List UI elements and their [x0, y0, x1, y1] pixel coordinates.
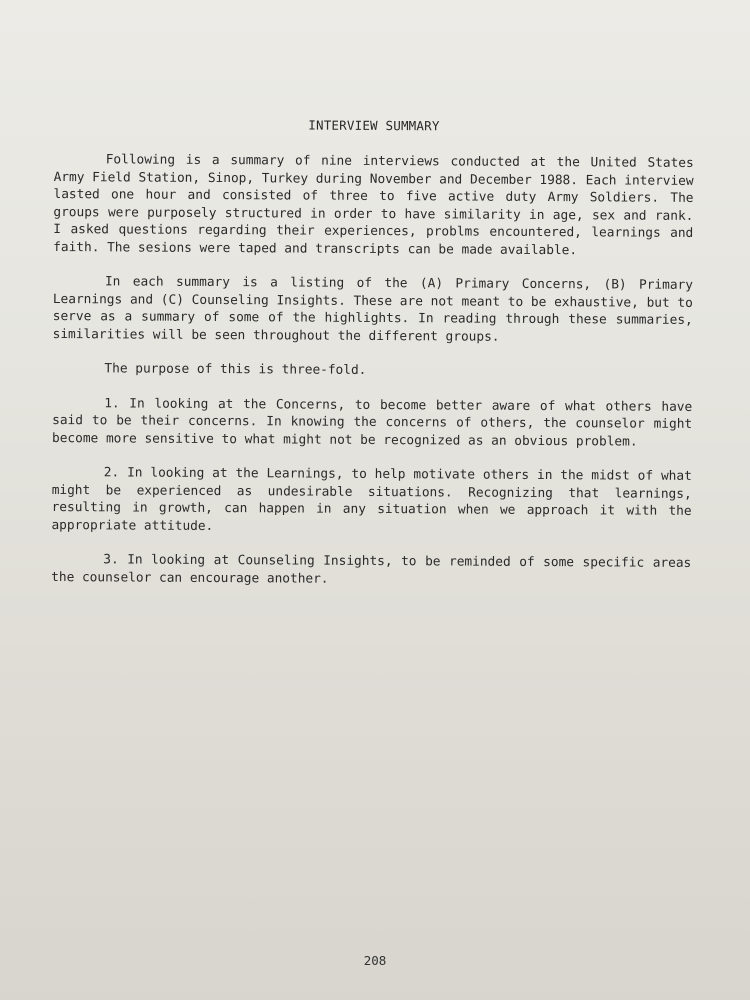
- paragraph-purpose-2: 2. In looking at the Learnings, to help motivate others in the midst of what might be experienced as undesirable situations. Recognizing that learnings, resulting in growth, can happen in any situation when we approach it with the appropriate attitude.: [51, 465, 692, 534]
- paragraph-purpose-3: 3. In looking at Counseling Insights, to be reminded of some specific areas the counselor can encourage another.: [51, 552, 692, 587]
- paragraph-purpose-1: 1. In looking at the Concerns, to become better aware of what others have said to be their concerns. In knowing the concerns of others, the counselor might become more sensitive to what might not be recognized as an obvious problem.: [51, 395, 693, 450]
- document-body: [51, 116, 694, 590]
- paragraph-purpose: The purpose of this is three-fold.: [104, 361, 367, 378]
- paragraph-intro: Following is a summary of nine interviews conducted at the United States Army Field Station, Sinop, Turkey during November and December 1988. Each interview lasted one hour and consisted of three to five active duty Army Soldiers. The groups were purposely structured in order to have similarity in age, sex and rank. I asked questions regarding their experiences, problms encountered, learnings and faith. The sesions were taped and transcripts can be made available.: [53, 152, 694, 258]
- paragraph-summary-contents: In each summary is a listing of the (A) Primary Concerns, (B) Primary Learnings and (C) Counseling Insights. These are not meant to be exhaustive, but to serve as a summary of some of the highlights. In reading through these summaries, similarities will be seen throughout the different groups.: [52, 274, 694, 345]
- document-title: INTERVIEW SUMMARY: [308, 117, 440, 134]
- page-number: 208: [363, 953, 387, 968]
